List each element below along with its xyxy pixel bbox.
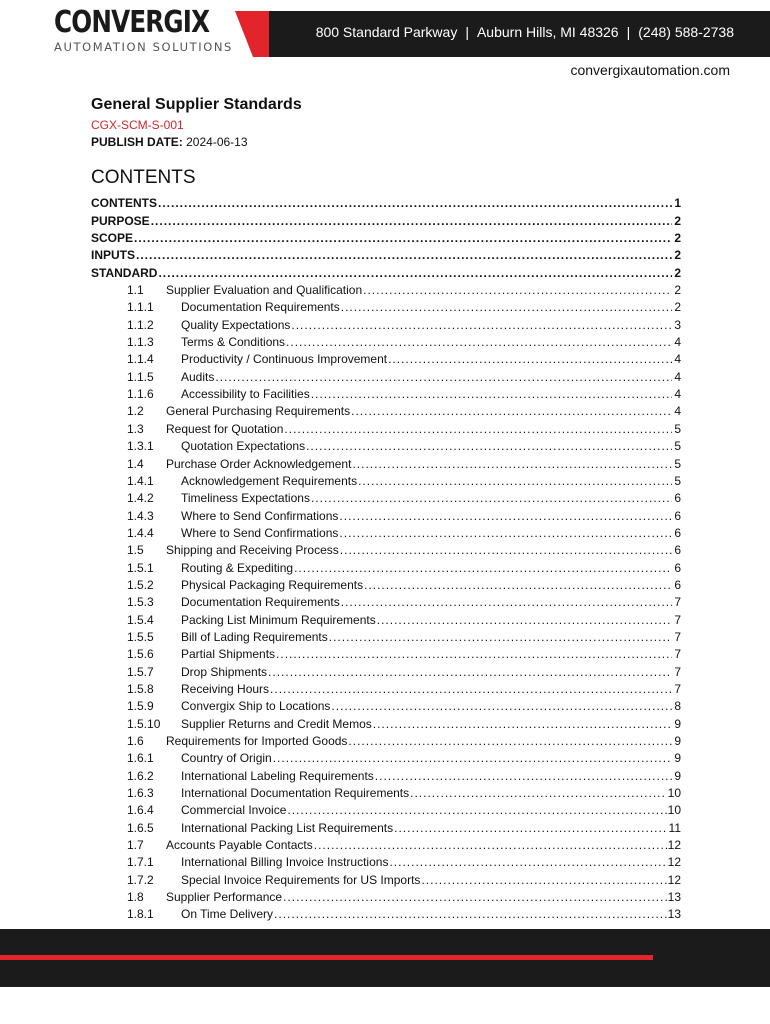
toc-dot-leader [348,734,672,748]
toc-dot-leader [388,352,672,366]
toc-entry-page: 2 [674,300,681,315]
contents-heading: CONTENTS [91,167,196,188]
toc-entry-page: 5 [674,473,681,488]
toc-entry-title: Supplier Returns and Credit Memos [181,716,372,731]
toc-entry-number: 1.5.2 [127,577,154,592]
toc-dot-leader [274,907,667,921]
toc-entry-page: 10 [667,786,681,801]
toc-entry-number: 1.8 [127,890,144,905]
header-separator: | [465,24,469,40]
footer-accent-stripe [0,955,653,960]
toc-entry-number: 1.3 [127,421,144,436]
toc-entry-title: Productivity / Continuous Improvement [181,352,388,367]
toc-entry[interactable] [91,314,681,331]
document-title: General Supplier Standards [91,96,302,113]
toc-entry-title: Purchase Order Acknowledgement [166,456,352,471]
company-logo [54,6,254,58]
document-code: CGX-SCM-S-001 [91,118,184,132]
toc-entry[interactable] [91,210,681,227]
toc-entry[interactable] [91,592,681,609]
toc-entry[interactable] [91,679,681,696]
toc-entry-number: 1.5.5 [127,629,154,644]
toc-entry[interactable] [91,644,681,661]
header-phone: (248) 588-2738 [638,24,734,40]
toc-entry[interactable] [91,384,681,401]
toc-entry[interactable] [91,852,681,869]
toc-entry[interactable] [91,366,681,383]
toc-entry-page: 13 [667,890,681,905]
toc-entry-title: STANDARD [91,265,158,280]
toc-dot-leader [340,543,672,557]
toc-entry-number: 1.5.9 [127,699,154,714]
toc-entry-title: Requirements for Imported Goods [166,734,348,748]
table-of-contents [91,193,681,921]
toc-entry-page: 2 [674,265,681,280]
toc-entry-page: 1 [674,196,681,211]
toc-entry-title: International Billing Invoice Instructions [181,855,389,870]
toc-entry-number: 1.4.4 [127,525,154,540]
toc-entry-title: Shipping and Receiving Process [166,543,339,558]
toc-entry-title: Packing List Minimum Requirements [181,612,376,627]
toc-entry-title: INPUTS [91,248,136,263]
toc-dot-leader [329,630,672,644]
toc-dot-leader [351,404,672,418]
logo-tagline: AUTOMATION SOLUTIONS [54,40,233,54]
toc-entry-title: Bill of Lading Requirements [181,629,328,644]
toc-dot-leader [276,647,672,661]
toc-entry-title: Documentation Requirements [181,595,340,610]
toc-dot-leader [394,821,667,835]
toc-entry[interactable] [91,748,681,765]
header-separator: | [626,24,631,40]
toc-dot-leader [375,769,672,783]
toc-entry-title: Drop Shipments [181,664,268,679]
toc-entry[interactable] [91,835,681,852]
logo-wordmark: CONVERGIX [54,5,210,40]
toc-dot-leader [268,665,672,679]
toc-entry-title: Supplier Evaluation and Qualification [166,283,363,298]
toc-entry[interactable] [91,262,681,279]
toc-dot-leader [410,786,667,800]
toc-entry-page: 4 [674,387,681,402]
toc-entry-number: 1.1.2 [127,317,154,332]
toc-entry-number: 1.8.1 [127,907,154,922]
toc-entry[interactable] [91,436,681,453]
toc-entry[interactable] [91,904,681,921]
toc-entry-title: CONTENTS [91,196,157,211]
toc-entry[interactable] [91,523,681,540]
toc-dot-leader [273,751,672,765]
toc-dot-leader [215,370,672,384]
toc-dot-leader [284,422,672,436]
toc-entry-title: SCOPE [91,231,134,246]
toc-entry-page: 2 [674,231,681,246]
toc-entry-number: 1.1.3 [127,335,154,350]
toc-entry-page: 13 [667,907,681,922]
toc-entry-title: Physical Packaging Requirements [181,577,364,592]
toc-entry-page: 6 [674,525,681,540]
toc-entry-title: PURPOSE [91,213,150,228]
toc-entry-page: 9 [674,751,681,766]
toc-entry-number: 1.4.1 [127,473,154,488]
toc-entry[interactable] [91,713,681,730]
toc-entry-number: 1.5.1 [127,560,154,575]
toc-entry-title: Terms & Conditions [181,335,286,350]
toc-entry[interactable] [91,401,681,418]
toc-entry-title: Routing & Expediting [181,560,294,575]
toc-entry-number: 1.6.1 [127,751,154,766]
toc-entry-page: 7 [674,647,681,662]
toc-entry-title: Acknowledgement Requirements [181,473,358,488]
toc-entry-title: International Packing List Requirements [181,820,394,835]
toc-entry-page: 9 [674,716,681,731]
toc-entry-title: Audits [181,369,215,384]
toc-entry-number: 1.7 [127,838,144,853]
toc-entry-page: 12 [667,838,681,853]
toc-entry-page: 2 [674,213,681,228]
toc-entry-page: 7 [674,681,681,696]
toc-dot-leader [287,803,666,817]
toc-dot-leader [136,248,672,262]
publish-date [91,135,248,149]
toc-entry[interactable] [91,557,681,574]
toc-entry-number: 1.5 [127,543,144,558]
toc-dot-leader [134,231,672,245]
toc-entry-number: 1.4.3 [127,508,154,523]
toc-entry-page: 8 [674,699,681,714]
toc-entry-title: On Time Delivery [181,907,274,922]
toc-entry[interactable] [91,332,681,349]
toc-entry-title: Where to Send Confirmations [181,508,339,523]
toc-entry-page: 6 [674,491,681,506]
toc-entry[interactable] [91,575,681,592]
publish-date-label: PUBLISH DATE: [91,135,183,149]
toc-entry-title: Accounts Payable Contacts [166,838,313,853]
toc-entry-page: 9 [674,768,681,783]
toc-dot-leader [373,717,672,731]
toc-dot-leader [286,335,672,349]
toc-dot-leader [339,509,672,523]
toc-entry[interactable] [91,453,681,470]
website-link[interactable]: convergixautomation.com [570,62,730,78]
toc-entry[interactable] [91,765,681,782]
toc-entry-page: 6 [674,560,681,575]
toc-entry-page: 5 [674,456,681,471]
toc-dot-leader [352,457,672,471]
header-contact-bar [235,11,770,57]
toc-dot-leader [314,838,667,852]
toc-entry[interactable] [91,193,681,210]
toc-entry[interactable] [91,783,681,800]
toc-entry[interactable] [91,505,681,522]
toc-entry-number: 1.4.2 [127,491,154,506]
toc-entry-title: Timeliness Expectations [181,491,310,506]
toc-entry-number: 1.1 [127,283,144,298]
toc-entry-number: 1.6.3 [127,786,154,801]
toc-entry[interactable] [91,349,681,366]
toc-entry[interactable] [91,817,681,834]
toc-dot-leader [341,595,672,609]
toc-dot-leader [291,318,672,332]
toc-entry[interactable] [91,869,681,886]
toc-entry[interactable] [91,228,681,245]
toc-entry-number: 1.7.2 [127,872,154,887]
toc-entry-number: 1.4 [127,456,144,471]
toc-entry[interactable] [91,471,681,488]
toc-entry-page: 5 [674,439,681,454]
toc-dot-leader [377,613,672,627]
toc-entry[interactable] [91,280,681,297]
toc-entry-title: International Documentation Requirements [181,786,410,801]
toc-dot-leader [283,890,667,904]
toc-entry-page: 10 [667,803,681,818]
toc-entry-page: 12 [667,855,681,870]
toc-entry-title: Receiving Hours [181,681,270,696]
toc-entry[interactable] [91,609,681,626]
toc-dot-leader [363,283,672,297]
toc-entry-title: Commercial Invoice [181,803,287,818]
toc-dot-leader [339,526,672,540]
toc-entry-title: Request for Quotation [166,421,284,436]
toc-dot-leader [421,873,666,887]
toc-entry-page: 6 [674,508,681,523]
toc-dot-leader [158,266,672,280]
toc-entry-page: 4 [674,369,681,384]
toc-entry[interactable] [91,540,681,557]
toc-entry-page: 4 [674,335,681,350]
toc-entry-page: 9 [674,734,681,748]
toc-entry-number: 1.5.7 [127,664,154,679]
toc-entry-number: 1.6.4 [127,803,154,818]
toc-entry-page: 12 [667,872,681,887]
toc-entry-page: 11 [668,820,681,835]
toc-entry[interactable] [91,661,681,678]
toc-dot-leader [158,196,672,210]
toc-entry[interactable] [91,418,681,435]
header-city: Auburn Hills, MI 48326 [476,24,619,40]
toc-dot-leader [311,387,672,401]
toc-entry-number: 1.1.1 [127,300,154,315]
toc-dot-leader [306,439,672,453]
toc-entry-page: 4 [674,352,681,367]
toc-entry-page: 2 [674,248,681,263]
publish-date-value: 2024-06-13 [186,135,248,149]
toc-entry-title: Where to Send Confirmations [181,525,339,540]
toc-entry-title: Special Invoice Requirements for US Imports [181,872,421,887]
toc-entry-page: 7 [674,629,681,644]
toc-entry-number: 1.6.2 [127,768,154,783]
toc-dot-leader [331,699,672,713]
toc-dot-leader [358,474,672,488]
toc-entry-number: 1.7.1 [127,855,154,870]
toc-dot-leader [270,682,672,696]
toc-entry-page: 3 [674,317,681,332]
toc-entry[interactable] [91,731,681,748]
toc-entry-number: 1.5.3 [127,595,154,610]
header-contact-text [235,24,734,40]
toc-entry-page: 6 [674,577,681,592]
toc-entry-number: 1.5.10 [127,716,161,731]
toc-entry-number: 1.6.5 [127,820,154,835]
toc-dot-leader [311,491,672,505]
toc-dot-leader [364,578,672,592]
header-address: 800 Standard Parkway [315,24,458,40]
toc-entry[interactable] [91,627,681,644]
toc-entry-page: 7 [674,612,681,627]
toc-entry-page: 2 [674,283,681,298]
toc-entry-title: Partial Shipments [181,647,276,662]
toc-entry-number: 1.1.4 [127,352,154,367]
toc-entry-title: Accessibility to Facilities [181,387,310,402]
toc-entry-number: 1.6 [127,734,144,748]
toc-entry-title: International Labeling Requirements [181,768,374,783]
toc-entry[interactable] [91,488,681,505]
toc-entry-title: Documentation Requirements [181,300,340,315]
toc-entry-number: 1.5.8 [127,681,154,696]
toc-entry[interactable] [91,245,681,262]
toc-dot-leader [389,855,666,869]
toc-entry-title: Quality Expectations [181,317,291,332]
toc-entry-number: 1.5.6 [127,647,154,662]
toc-entry-number: 1.2 [127,404,144,419]
toc-entry-title: Convergix Ship to Locations [181,699,331,714]
toc-entry-title: General Purchasing Requirements [166,404,351,419]
toc-entry-page: 7 [674,595,681,610]
toc-entry[interactable] [91,800,681,817]
toc-entry-title: Supplier Performance [166,890,283,905]
toc-entry-number: 1.5.4 [127,612,154,627]
toc-entry-title: Country of Origin [181,751,272,766]
toc-entry-page: 7 [674,664,681,679]
toc-entry[interactable] [91,297,681,314]
toc-entry-page: 5 [674,421,681,436]
toc-entry[interactable] [91,696,681,713]
toc-entry-page: 6 [674,543,681,558]
toc-entry-number: 1.3.1 [127,439,154,454]
toc-entry-page: 4 [674,404,681,419]
toc-dot-leader [341,300,672,314]
toc-entry[interactable] [91,887,681,904]
toc-dot-leader [151,214,672,228]
toc-dot-leader [294,561,672,575]
toc-entry-number: 1.1.5 [127,369,154,384]
toc-entry-number: 1.1.6 [127,387,154,402]
toc-entry-title: Quotation Expectations [181,439,306,454]
